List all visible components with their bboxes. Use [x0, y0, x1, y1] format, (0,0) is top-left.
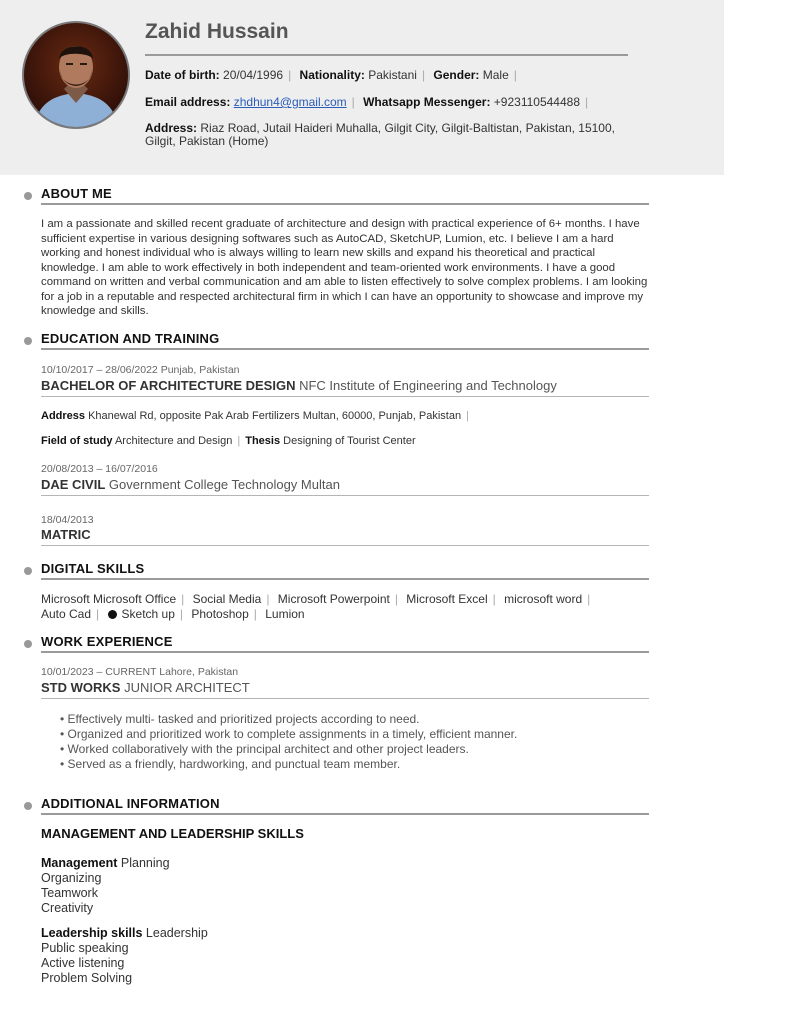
edu-1-institution: NFC Institute of Engineering and Technology — [299, 378, 557, 393]
edu-3-dates: 18/04/2013 — [41, 514, 94, 526]
filled-circle-icon — [108, 610, 117, 619]
edu-2-divider — [41, 495, 649, 496]
work-title: WORK EXPERIENCE — [41, 634, 173, 649]
skills-divider — [41, 578, 649, 580]
about-text: I am a passionate and skilled recent graduate of architecture and design with practical experience of 6+ months. I have sufficient expertise in various designing softwares such as AutoCAD, SketchUP, Lumion, etc. I believe I am a hard working and honest individual who is always willing to learn new skills and expand his theoretical and practical knowledge. I am able to work effectively in both independent and team-oriented work environments. I have a good command on written and verbal communication and am able to listen effectively to solve complex problems. I am looking for a job in a reputable and respected architectural firm in which I can have an opportunity to showcase and improve my knowledge and skills. — [41, 218, 648, 317]
address-value: Riaz Road, Jutail Haideri Muhalla, Gilgit City, Gilgit-Baltistan, Pakistan, 15100, Gilgit, Pakistan (Home) — [145, 121, 615, 148]
edu-1-degree: BACHELOR OF ARCHITECTURE DESIGN — [41, 378, 296, 393]
edu-2-heading — [41, 477, 340, 492]
skills-line-2: Auto Cad | Sketch up | Photoshop | Lumion — [41, 607, 305, 621]
dob-label: Date of birth: — [145, 68, 220, 82]
work-bullet-icon — [24, 640, 32, 648]
education-divider — [41, 348, 649, 350]
edu-2-institution: Government College Technology Multan — [108, 477, 340, 492]
list-item: • Organized and prioritized work to complete assignments in a timely, efficient manner. — [60, 727, 517, 742]
gender-label: Gender: — [433, 68, 480, 82]
additional-bullet-icon — [24, 802, 32, 810]
nationality-label: Nationality: — [299, 68, 365, 82]
edu-1-heading — [41, 378, 557, 393]
full-name: Zahid Hussain — [145, 20, 289, 43]
management-list: Management Planning Organizing Teamwork Creativity — [41, 856, 170, 915]
email-link[interactable]: zhdhun4@gmail.com — [233, 95, 347, 109]
education-bullet-icon — [24, 337, 32, 345]
nationality-value: Pakistani — [368, 68, 417, 82]
gender-value: Male — [482, 68, 509, 82]
about-title: ABOUT ME — [41, 186, 112, 201]
edu-1-address: Address Khanewal Rd, opposite Pak Arab Fertilizers Multan, 60000, Punjab, Pakistan | — [41, 410, 469, 422]
management-leadership-title: MANAGEMENT AND LEADERSHIP SKILLS — [41, 826, 304, 841]
about-bullet-icon — [24, 192, 32, 200]
avatar — [22, 21, 130, 129]
name-divider — [145, 54, 628, 56]
work-role-divider — [41, 698, 649, 699]
education-title: EDUCATION AND TRAINING — [41, 331, 220, 346]
work-role: JUNIOR ARCHITECT — [124, 680, 250, 695]
work-company: STD WORKS — [41, 680, 121, 695]
home-address — [145, 122, 615, 148]
list-item: • Effectively multi- tasked and prioritized projects according to need. — [60, 712, 517, 727]
email-label: Email address: — [145, 95, 231, 109]
additional-title: ADDITIONAL INFORMATION — [41, 796, 220, 811]
edu-1-field: Field of study Architecture and Design | Thesis Designing of Tourist Center — [41, 435, 416, 447]
whatsapp-label: Whatsapp Messenger: — [363, 95, 491, 109]
work-dates: 10/01/2023 – CURRENT Lahore, Pakistan — [41, 666, 239, 678]
skills-title: DIGITAL SKILLS — [41, 561, 145, 576]
address-label: Address: — [145, 121, 198, 135]
header-panel — [0, 0, 724, 175]
work-bullets — [60, 712, 517, 772]
dob-value: 20/04/1996 — [223, 68, 284, 82]
edu-3-heading — [41, 527, 91, 542]
list-item: • Worked collaboratively with the principal architect and other project leaders. — [60, 742, 517, 757]
edu-2-dates: 20/08/2013 – 16/07/2016 — [41, 463, 158, 475]
edu-2-degree: DAE CIVIL — [41, 477, 106, 492]
list-item: • Served as a friendly, hardworking, and punctual team member. — [60, 757, 517, 772]
edu-1-divider — [41, 396, 649, 397]
contact-line: Email address: zhdhun4@gmail.com | Whatsapp Messenger: +923110544488 | — [145, 95, 589, 109]
profile-photo-icon — [24, 23, 128, 127]
leadership-list: Leadership skills Leadership Public speaking Active listening Problem Solving — [41, 926, 208, 985]
whatsapp-value: +923110544488 — [493, 95, 580, 109]
work-heading — [41, 680, 250, 695]
edu-3-degree: MATRIC — [41, 527, 91, 542]
work-divider — [41, 651, 649, 653]
edu-3-divider — [41, 545, 649, 546]
about-divider — [41, 203, 649, 205]
additional-divider — [41, 813, 649, 815]
edu-1-dates: 10/10/2017 – 28/06/2022 Punjab, Pakistan — [41, 364, 240, 376]
skills-line-1: Microsoft Microsoft Office | Social Media | Microsoft Powerpoint | Microsoft Excel | microsoft word | — [41, 592, 591, 606]
skills-bullet-icon — [24, 567, 32, 575]
personal-info-line: Date of birth: 20/04/1996 | Nationality: Pakistani | Gender: Male | — [145, 68, 517, 82]
